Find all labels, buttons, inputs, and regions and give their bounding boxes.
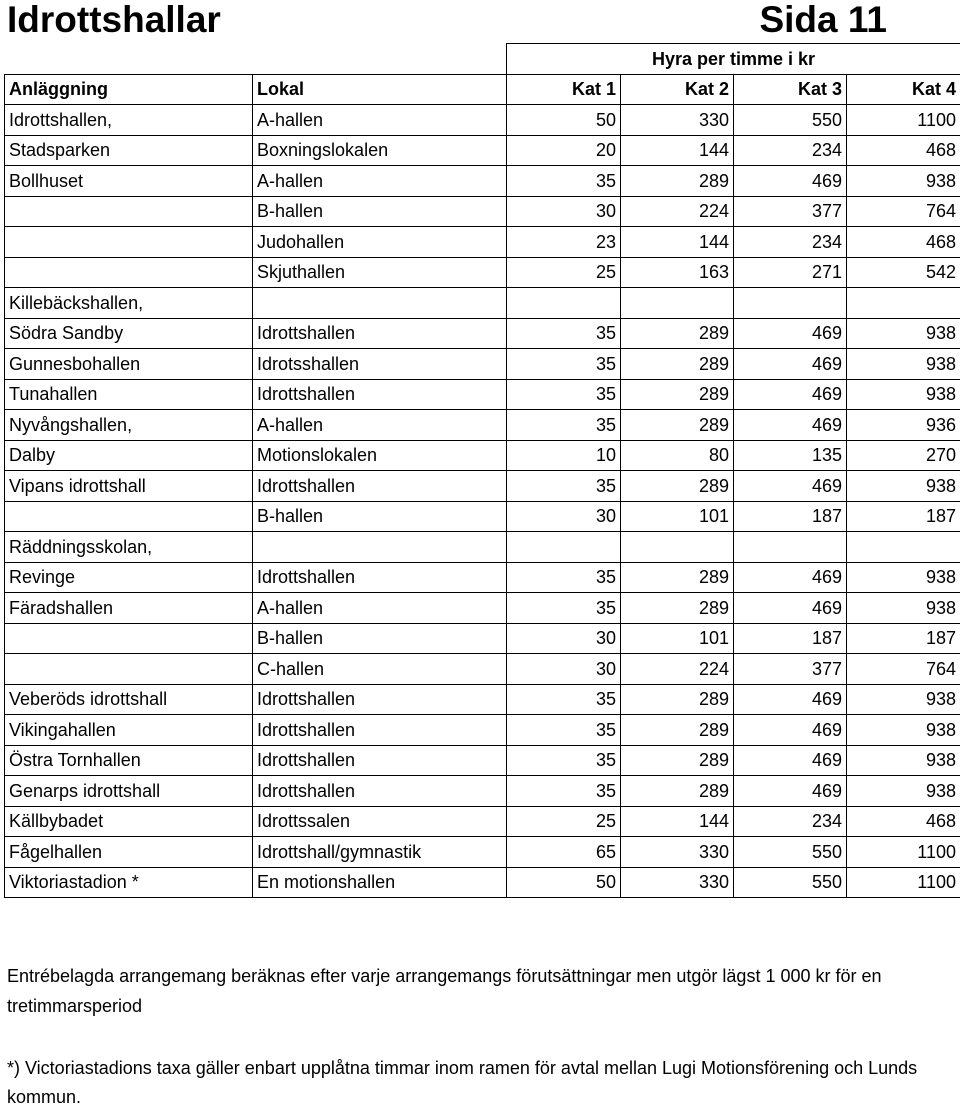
room-cell: Idrottshall/gymnastik	[253, 837, 507, 868]
kat3-cell: 469	[734, 593, 847, 624]
kat2-cell: 144	[621, 806, 734, 837]
room-cell: A-hallen	[253, 166, 507, 197]
kat4-cell: 187	[847, 623, 960, 654]
facility-cell: Östra Tornhallen	[5, 745, 253, 776]
facility-cell	[5, 623, 253, 654]
kat2-cell: 289	[621, 410, 734, 441]
facility-cell: Räddningsskolan,	[5, 532, 253, 563]
kat3-cell: 469	[734, 410, 847, 441]
facility-cell: Källbybadet	[5, 806, 253, 837]
room-cell: Judohallen	[253, 227, 507, 258]
kat4-cell: 938	[847, 593, 960, 624]
kat4-cell: 468	[847, 135, 960, 166]
kat1-cell: 50	[507, 105, 621, 136]
facility-cell: Tunahallen	[5, 379, 253, 410]
kat1-cell: 35	[507, 593, 621, 624]
table-row	[5, 562, 960, 593]
note-viktoriastadion: *) Victoriastadions taxa gäller enbart upplåtna timmar inom ramen för avtal mellan Lugi Motionsförening och Lunds kommun.	[7, 1058, 918, 1107]
kat1-cell: 35	[507, 166, 621, 197]
column-header-kat2: Kat 2	[621, 74, 734, 105]
kat4-cell: 1100	[847, 837, 960, 868]
kat3-cell: 469	[734, 166, 847, 197]
kat4-cell	[847, 532, 960, 563]
kat1-cell: 35	[507, 562, 621, 593]
room-cell: Idrottshallen	[253, 318, 507, 349]
kat3-cell: 377	[734, 654, 847, 685]
page-header	[7, 0, 887, 40]
facility-cell: Stadsparken	[5, 135, 253, 166]
kat3-cell: 550	[734, 867, 847, 898]
facility-cell: Vipans idrottshall	[5, 471, 253, 502]
facility-cell	[5, 654, 253, 685]
kat4-cell: 938	[847, 776, 960, 807]
room-cell: En motionshallen	[253, 867, 507, 898]
kat4-cell: 938	[847, 684, 960, 715]
kat4-cell: 764	[847, 654, 960, 685]
page-number: Sida 11	[759, 0, 887, 40]
facility-cell	[5, 501, 253, 532]
column-header-room: Lokal	[253, 74, 507, 105]
kat4-cell: 1100	[847, 105, 960, 136]
kat4-cell: 764	[847, 196, 960, 227]
room-cell: Idrottshallen	[253, 684, 507, 715]
kat1-cell: 35	[507, 715, 621, 746]
facility-cell	[5, 227, 253, 258]
kat2-cell: 330	[621, 867, 734, 898]
room-cell: Skjuthallen	[253, 257, 507, 288]
table-row	[5, 654, 960, 685]
kat3-cell: 469	[734, 379, 847, 410]
kat3-cell: 469	[734, 562, 847, 593]
facility-cell: Fågelhallen	[5, 837, 253, 868]
kat3-cell: 550	[734, 837, 847, 868]
kat4-cell: 1100	[847, 867, 960, 898]
kat2-cell: 330	[621, 105, 734, 136]
room-cell: Motionslokalen	[253, 440, 507, 471]
facility-cell: Färadshallen	[5, 593, 253, 624]
kat1-cell: 23	[507, 227, 621, 258]
facility-cell: Veberöds idrottshall	[5, 684, 253, 715]
kat1-cell: 35	[507, 318, 621, 349]
kat4-cell: 936	[847, 410, 960, 441]
facility-cell	[5, 257, 253, 288]
kat4-cell: 938	[847, 166, 960, 197]
kat3-cell: 271	[734, 257, 847, 288]
kat1-cell: 35	[507, 471, 621, 502]
table-row	[5, 318, 960, 349]
facility-cell: Idrottshallen,	[5, 105, 253, 136]
kat4-cell: 938	[847, 379, 960, 410]
room-cell: C-hallen	[253, 654, 507, 685]
kat4-cell: 938	[847, 715, 960, 746]
kat2-cell: 289	[621, 379, 734, 410]
kat3-cell: 187	[734, 501, 847, 532]
kat3-cell: 135	[734, 440, 847, 471]
room-cell: Idrottssalen	[253, 806, 507, 837]
kat1-cell	[507, 532, 621, 563]
room-cell: A-hallen	[253, 410, 507, 441]
facility-cell	[5, 196, 253, 227]
kat1-cell: 50	[507, 867, 621, 898]
table-row	[5, 227, 960, 258]
kat1-cell: 35	[507, 379, 621, 410]
table-row	[5, 135, 960, 166]
table-row	[5, 379, 960, 410]
table-row	[5, 593, 960, 624]
kat4-cell: 938	[847, 745, 960, 776]
column-header-facility: Anläggning	[5, 74, 253, 105]
kat1-cell: 35	[507, 684, 621, 715]
kat1-cell: 20	[507, 135, 621, 166]
table-row	[5, 410, 960, 441]
kat2-cell: 224	[621, 654, 734, 685]
kat3-cell: 550	[734, 105, 847, 136]
kat2-cell: 144	[621, 227, 734, 258]
kat2-cell: 224	[621, 196, 734, 227]
kat2-cell: 289	[621, 318, 734, 349]
kat2-cell	[621, 288, 734, 319]
kat3-cell	[734, 532, 847, 563]
room-cell: Idrottshallen	[253, 715, 507, 746]
table-row	[5, 745, 960, 776]
room-cell: Idrotsshallen	[253, 349, 507, 380]
kat1-cell: 30	[507, 501, 621, 532]
table-row	[5, 349, 960, 380]
kat4-cell: 542	[847, 257, 960, 288]
table-row	[5, 806, 960, 837]
kat3-cell: 469	[734, 776, 847, 807]
kat3-cell: 469	[734, 349, 847, 380]
rates-table	[4, 43, 960, 898]
kat3-cell: 234	[734, 135, 847, 166]
rate-group-header: Hyra per timme i kr	[507, 44, 960, 75]
room-cell: Idrottshallen	[253, 379, 507, 410]
room-cell: A-hallen	[253, 105, 507, 136]
kat1-cell: 30	[507, 623, 621, 654]
kat2-cell: 80	[621, 440, 734, 471]
room-cell: B-hallen	[253, 623, 507, 654]
kat1-cell: 30	[507, 196, 621, 227]
kat1-cell: 10	[507, 440, 621, 471]
kat4-cell: 468	[847, 227, 960, 258]
facility-cell: Södra Sandby	[5, 318, 253, 349]
column-header-row	[5, 74, 960, 105]
kat2-cell: 330	[621, 837, 734, 868]
room-cell: Idrottshallen	[253, 471, 507, 502]
kat3-cell: 469	[734, 745, 847, 776]
facility-cell: Viktoriastadion *	[5, 867, 253, 898]
kat4-cell: 270	[847, 440, 960, 471]
room-cell: B-hallen	[253, 196, 507, 227]
kat3-cell: 469	[734, 684, 847, 715]
facility-cell: Bollhuset	[5, 166, 253, 197]
column-header-kat4: Kat 4	[847, 74, 960, 105]
table-row	[5, 196, 960, 227]
kat1-cell: 35	[507, 410, 621, 441]
room-cell: Boxningslokalen	[253, 135, 507, 166]
kat2-cell: 289	[621, 562, 734, 593]
room-cell: Idrottshallen	[253, 745, 507, 776]
note-entrance-fee: Entrébelagda arrangemang beräknas efter varje arrangemangs förutsättningar men utgör lägst 1 000 kr för en tretimmarsperiod	[7, 966, 882, 1016]
kat1-cell: 30	[507, 654, 621, 685]
group-header-row	[5, 44, 960, 75]
room-cell	[253, 288, 507, 319]
room-cell: A-hallen	[253, 593, 507, 624]
column-header-kat1: Kat 1	[507, 74, 621, 105]
page-title: Idrottshallar	[7, 0, 221, 40]
kat3-cell: 234	[734, 806, 847, 837]
kat2-cell: 144	[621, 135, 734, 166]
table-row	[5, 532, 960, 563]
kat2-cell	[621, 532, 734, 563]
table-row	[5, 257, 960, 288]
table-row	[5, 471, 960, 502]
column-header-kat3: Kat 3	[734, 74, 847, 105]
table-row	[5, 715, 960, 746]
kat1-cell: 65	[507, 837, 621, 868]
table-row	[5, 166, 960, 197]
kat2-cell: 289	[621, 471, 734, 502]
facility-cell: Gunnesbohallen	[5, 349, 253, 380]
kat1-cell: 35	[507, 776, 621, 807]
kat4-cell	[847, 288, 960, 319]
table-row	[5, 837, 960, 868]
table-row	[5, 501, 960, 532]
table-row	[5, 623, 960, 654]
table-row	[5, 867, 960, 898]
room-cell	[253, 532, 507, 563]
kat2-cell: 289	[621, 166, 734, 197]
facility-cell: Genarps idrottshall	[5, 776, 253, 807]
room-cell: Idrottshallen	[253, 776, 507, 807]
kat1-cell	[507, 288, 621, 319]
facility-cell: Nyvångshallen,	[5, 410, 253, 441]
kat3-cell: 469	[734, 471, 847, 502]
kat2-cell: 289	[621, 593, 734, 624]
kat4-cell: 187	[847, 501, 960, 532]
kat1-cell: 25	[507, 806, 621, 837]
kat4-cell: 468	[847, 806, 960, 837]
kat3-cell	[734, 288, 847, 319]
kat4-cell: 938	[847, 562, 960, 593]
kat3-cell: 469	[734, 318, 847, 349]
table-row	[5, 105, 960, 136]
kat3-cell: 187	[734, 623, 847, 654]
kat3-cell: 377	[734, 196, 847, 227]
facility-cell: Killebäckshallen,	[5, 288, 253, 319]
facility-cell: Revinge	[5, 562, 253, 593]
kat2-cell: 289	[621, 745, 734, 776]
kat1-cell: 25	[507, 257, 621, 288]
facility-cell: Vikingahallen	[5, 715, 253, 746]
kat3-cell: 469	[734, 715, 847, 746]
table-row	[5, 440, 960, 471]
kat2-cell: 101	[621, 623, 734, 654]
kat2-cell: 101	[621, 501, 734, 532]
kat2-cell: 163	[621, 257, 734, 288]
kat2-cell: 289	[621, 349, 734, 380]
table-row	[5, 776, 960, 807]
table-row	[5, 288, 960, 319]
kat3-cell: 234	[734, 227, 847, 258]
kat4-cell: 938	[847, 349, 960, 380]
room-cell: Idrottshallen	[253, 562, 507, 593]
kat2-cell: 289	[621, 715, 734, 746]
table-row	[5, 684, 960, 715]
facility-cell: Dalby	[5, 440, 253, 471]
kat2-cell: 289	[621, 684, 734, 715]
kat1-cell: 35	[507, 349, 621, 380]
kat2-cell: 289	[621, 776, 734, 807]
kat4-cell: 938	[847, 471, 960, 502]
room-cell: B-hallen	[253, 501, 507, 532]
kat4-cell: 938	[847, 318, 960, 349]
kat1-cell: 35	[507, 745, 621, 776]
